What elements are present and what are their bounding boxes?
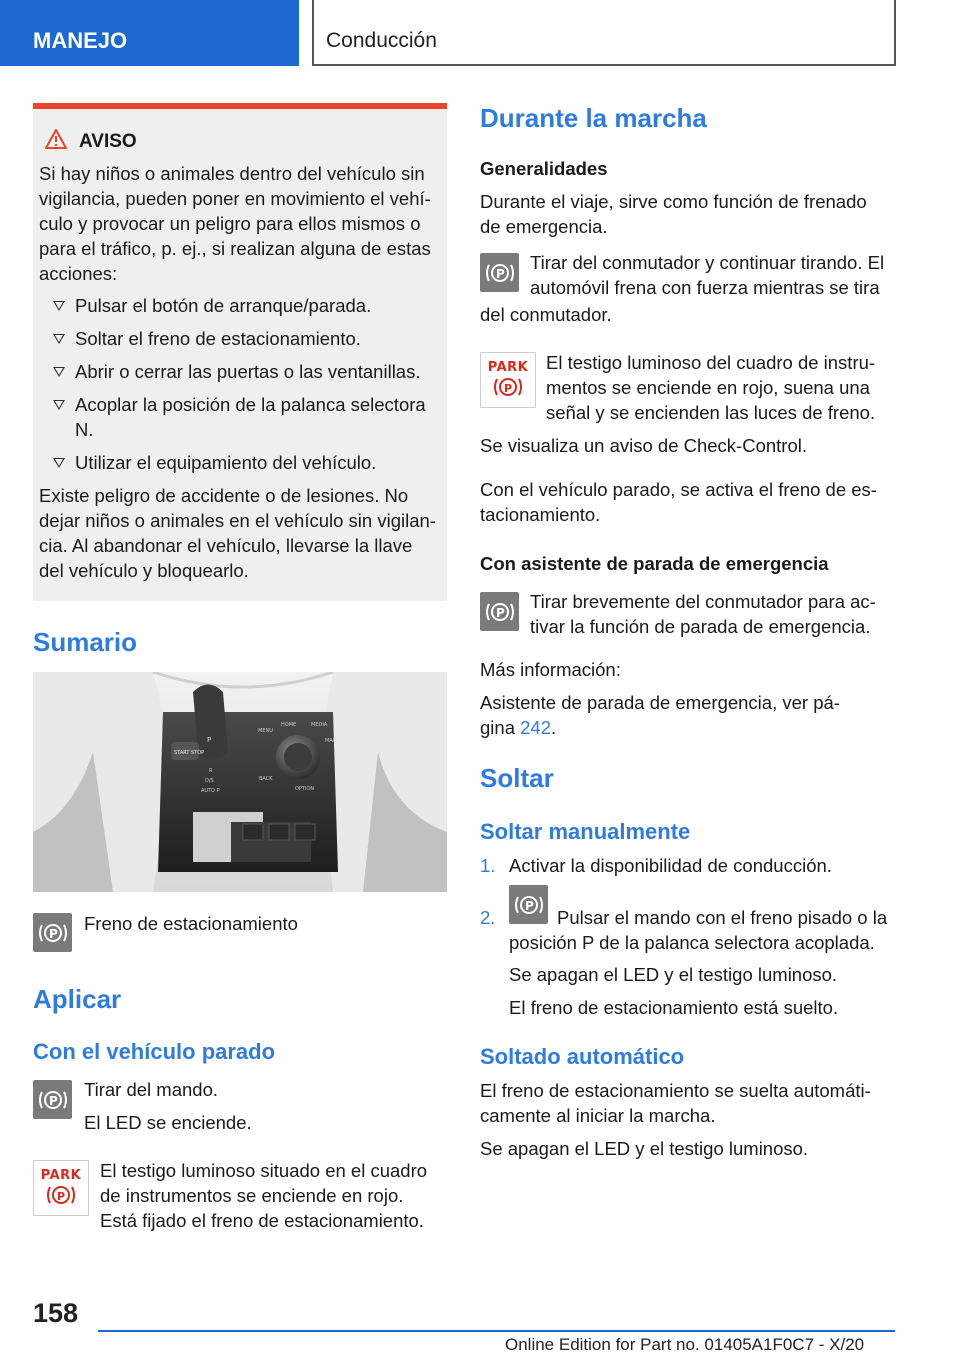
bullet-triangle-icon [53,334,65,344]
photo-label-option: OPTION [295,786,315,792]
warning-title [39,129,437,155]
park-warning-icon [33,1160,89,1216]
svg-text:P: P [495,605,505,620]
park-icon-label: PARK [40,1167,82,1183]
list-item-text: Soltar el freno de estacionamiento. [75,328,361,349]
reference-text [480,690,860,740]
parking-brake-icon [480,592,519,631]
list-item-text: Acoplar la posición de la palanca selectora N. [75,394,426,440]
reference-label: Asistente de parada de emergencia, ver pá-gina [480,692,840,738]
warning-icon [45,129,79,155]
tirar-text: Tirar del conmutador y continuar tirando. El automóvil frena con fuerza mientras se tira [530,252,885,298]
chapter-title: Conducción [312,0,896,66]
heading-soltado-automatico: Soltado automático [480,1044,685,1069]
heading-vehiculo-parado: Con el vehículo parado [33,1039,276,1064]
photo-label-p: P [207,736,212,744]
warning-outro: Existe peligro de accidente o de lesiones. No dejar niños o animales en el vehículo sin vigilan-cia. Al abandonar el vehículo, llevarse la llave del vehículo y bloquearlo. [39,485,436,581]
parking-brake-icon [480,253,519,292]
photo-label-media: MEDIA [311,722,328,728]
photo-label-map: MAP [325,738,336,744]
soltado-automatico-text-2: Se apagan el LED y el testigo luminoso. [480,1138,809,1159]
parking-brake-icon [33,913,72,952]
svg-text:P: P [48,926,58,941]
center-console-photo [33,672,447,892]
photo-label-r: R [209,768,213,774]
vehiculo-parado-text: Con el vehículo parado, se activa el freno de es-tacionamiento. [480,479,877,525]
soltar-step-2: Pulsar el mando con el freno pisado o la posición P de la palanca selectora acoplada. [509,907,888,953]
bullet-triangle-icon [53,458,65,468]
mas-informacion: Más información: [480,659,621,680]
heading-asistente: Con asistente de parada de emergencia [480,553,829,574]
svg-text:P: P [495,266,505,281]
list-item [39,359,437,384]
warning-box [33,103,447,601]
heading-soltar-manual: Soltar manualmente [480,819,691,844]
list-item-text: Utilizar el equipamiento del vehículo. [75,452,377,473]
photo-caption: Freno de estacionamiento [84,913,298,934]
page-number: 158 [33,1298,79,1328]
marcha-park-text: El testigo luminoso del cuadro de instru-mentos se enciende en rojo, suena una señal y se encienden las luces de freno. [546,352,876,423]
heading-aplicar: Aplicar [33,984,122,1014]
aplicar-park-text: El testigo luminoso situado en el cuadro de instrumentos se enciende en rojo. Está fijado el freno de estacionamiento. [100,1160,428,1231]
step-number: 2. [480,907,496,928]
step-number: 1. [480,855,496,876]
bullet-triangle-icon [53,301,65,311]
tirar-text-cont: del conmutador. [480,304,612,325]
page-link[interactable]: 242 [520,717,551,738]
list-item [39,392,437,442]
svg-text:P: P [48,1093,58,1108]
section-tab: MANEJO [0,0,299,66]
warning-title-text: AVISO [79,131,137,152]
reference-end: . [551,717,557,738]
park-warning-icon [480,352,536,408]
footer-divider [98,1330,895,1332]
aplicar-step-1: Tirar del mando. [84,1079,219,1100]
photo-label-home: HOME [281,722,297,728]
park-icon-label: PARK [487,359,529,375]
svg-text:P: P [524,898,534,913]
list-item-text: Pulsar el botón de arranque/parada. [75,295,372,316]
generalidades-text: Durante el viaje, sirve como función de frenado de emergencia. [480,191,867,237]
check-control-text: Se visualiza un aviso de Check-Control. [480,435,807,456]
photo-label-start-stop: START STOP [174,750,205,756]
photo-label-auto-p: AUTO P [201,788,220,794]
soltado-automatico-text: El freno de estacionamiento se suelta automáti-camente al iniciar la marcha. [480,1080,871,1126]
list-item [39,326,437,351]
heading-sumario: Sumario [33,627,138,657]
list-item [39,293,437,318]
list-item [39,450,437,475]
list-item-text: Abrir o cerrar las puertas o las ventanillas. [75,361,421,382]
photo-label-back: BACK [259,776,273,782]
parking-brake-icon [33,1080,72,1119]
aplicar-step-2: El LED se enciende. [84,1112,252,1133]
svg-text:P: P [504,381,513,395]
bullet-triangle-icon [53,367,65,377]
heading-soltar: Soltar [480,763,554,793]
photo-label-menu: MENU [258,728,273,734]
photo-label-ds: D/S [205,778,214,784]
heading-generalidades: Generalidades [480,158,608,179]
svg-text:P: P [57,1189,66,1203]
warning-list [39,293,437,475]
bullet-triangle-icon [53,400,65,410]
asistente-text: Tirar brevemente del conmutador para ac-tivar la función de parada de emergencia. [530,591,876,637]
warning-intro: Si hay niños o animales dentro del vehículo sin vigilancia, pueden poner en movimiento el vehí-culo y provocar un peligro para ellos mismos o para el tráfico, p. ej., si realizan alguna de estas acciones: [39,163,431,284]
heading-durante-marcha: Durante la marcha [480,103,707,133]
soltar-step-1: Activar la disponibilidad de conducción. [509,855,832,876]
footer-edition: Online Edition for Part no. 01405A1F0C7 - X/20 [505,1335,865,1354]
soltar-step-2-result-a: Se apagan el LED y el testigo luminoso. [509,964,838,985]
soltar-step-2-result-b: El freno de estacionamiento está suelto. [509,997,839,1018]
